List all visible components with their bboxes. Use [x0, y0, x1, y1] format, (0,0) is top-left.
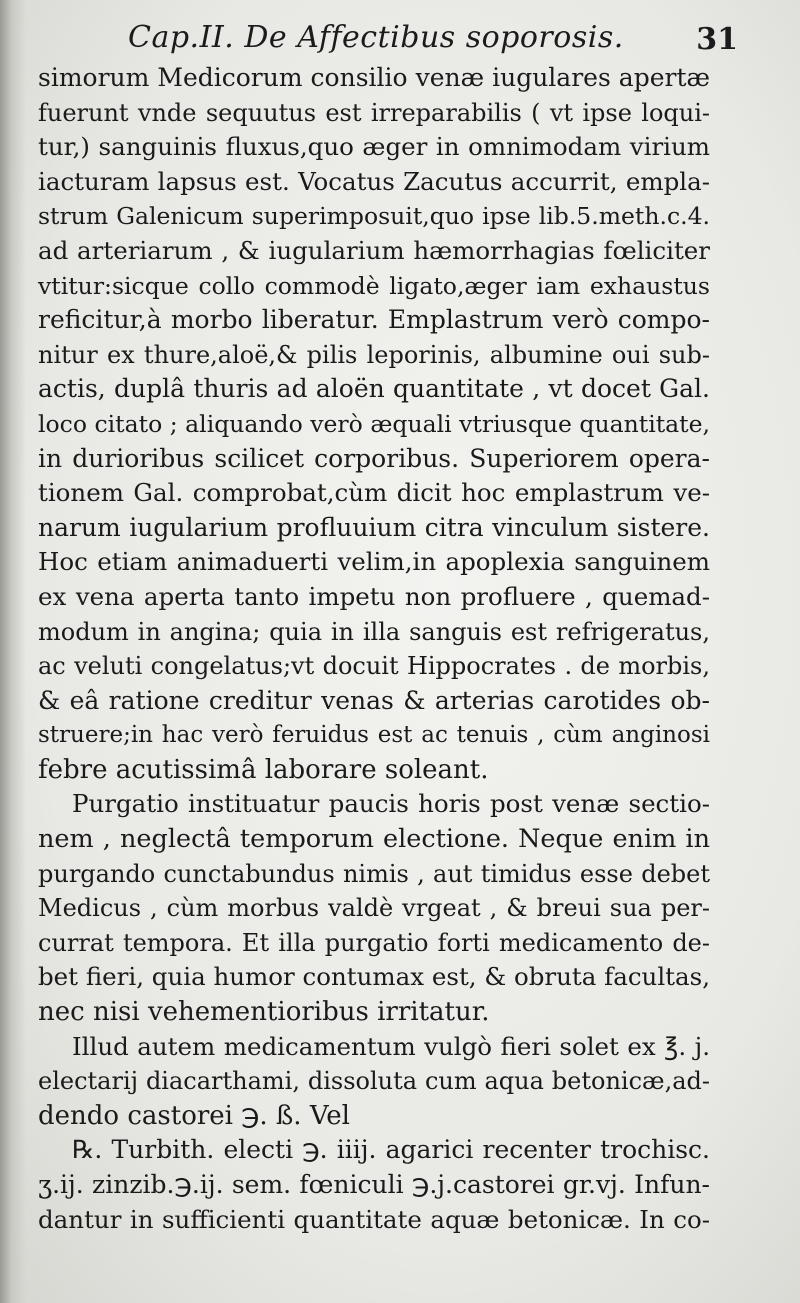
text-line: currat tempora. Et illa purgatio forti medicamento de- — [38, 928, 710, 957]
text-line: bet fieri, quia humor contumax est, & obruta facultas, — [38, 962, 710, 992]
text-line: loco citato ; aliquando verò æquali vtriusque quantitate, — [38, 409, 710, 438]
text-line: ℞. Turbith. electi ℈. iiij. agarici recenter trochisc. — [72, 1135, 710, 1165]
text-line: struere;in hac verò feruidus est ac tenuis , cùm anginosi — [38, 722, 710, 749]
text-line: febre acutissimâ laborare soleant. — [38, 754, 489, 785]
text-line: tur,) sanguinis fluxus,quo æger in omnimodam virium — [38, 132, 710, 162]
text-line: vtitur:sicque collo commodè ligato,æger iam exhaustus — [38, 271, 710, 300]
running-head: Cap.II. De Affectibus soporosis. — [128, 20, 624, 55]
text-line: dendo castorei ℈. ß. Vel — [38, 1100, 350, 1131]
text-line: in durioribus scilicet corporibus. Superiorem opera- — [38, 443, 710, 473]
text-line: reficitur,à morbo liberatur. Emplastrum verò compo- — [38, 305, 710, 335]
text-line: nec nisi vehementioribus irritatur. — [38, 997, 490, 1028]
text-line: nitur ex thure,aloë,& pilis leporinis, albumine oui sub- — [38, 340, 710, 369]
text-line: Medicus , cùm morbus valdè vrgeat , & breui sua per- — [38, 894, 710, 923]
text-line: electarij diacarthami, dissoluta cum aqua betonicæ,ad- — [38, 1067, 710, 1096]
text-line: modum in angina; quia in illa sanguis est refrigeratus, — [38, 617, 710, 646]
gutter-shadow — [0, 0, 26, 1303]
text-line: dantur in sufficienti quantitate aquæ betonicæ. In co- — [38, 1204, 710, 1234]
text-line: Hoc etiam animaduerti velim,in apoplexia sanguinem — [38, 547, 710, 577]
body-text — [38, 61, 710, 1237]
text-line: fuerunt vnde sequutus est irreparabilis ( vt ipse loqui- — [38, 98, 710, 127]
text-line: ex vena aperta tanto impetu non profluere , quemad- — [38, 581, 710, 611]
text-line: nem , neglectâ temporum electione. Neque enim in — [38, 824, 710, 855]
text-line: Purgatio instituatur paucis horis post venæ sectio- — [72, 789, 710, 819]
text-line: purgando cunctabundus nimis , aut timidus esse debet — [38, 859, 710, 888]
text-line: Illud autem medicamentum vulgò fieri solet ex ℥. j. — [72, 1031, 710, 1061]
page-header — [0, 18, 800, 62]
text-line: actis, duplâ thuris ad aloën quantitate , vt docet Gal. — [38, 374, 710, 404]
text-line: strum Galenicum superimposuit,quo ipse lib.5.meth.c.4. — [38, 202, 710, 231]
text-line: simorum Medicorum consilio venæ iugulares apertæ — [38, 63, 710, 92]
text-line: ʒ.ij. zinzib.℈.ij. sem. fœniculi ℈.j.castorei gr.vj. Infun- — [38, 1170, 710, 1199]
text-line: & eâ ratione creditur venas & arterias carotides ob- — [38, 685, 710, 715]
page-number: 31 — [696, 22, 738, 57]
text-line: tionem Gal. comprobat,cùm dicit hoc emplastrum ve- — [38, 478, 710, 508]
text-line: iacturam lapsus est. Vocatus Zacutus accurrit, empla- — [38, 166, 710, 196]
text-line: ad arteriarum , & iugularium hæmorrhagias fœliciter — [38, 235, 710, 265]
text-line: narum iugularium profluuium citra vinculum sistere. — [38, 512, 710, 542]
text-line: ac veluti congelatus;vt docuit Hippocrates . de morbis, — [38, 652, 710, 681]
